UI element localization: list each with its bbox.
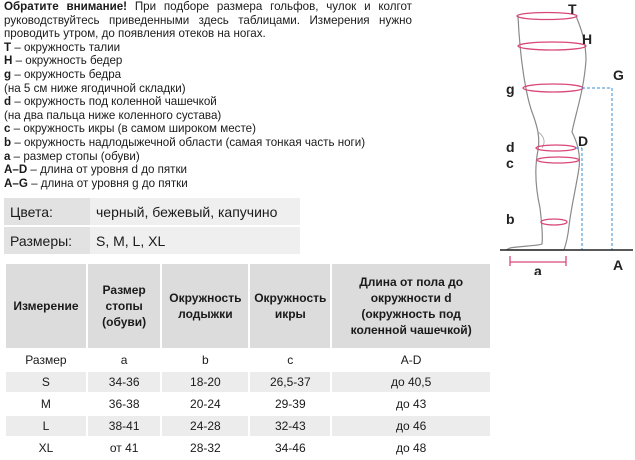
legend-key: H — [4, 54, 13, 68]
label-d: d — [506, 139, 515, 155]
measurement-notice — [4, 0, 412, 190]
table-cell: c — [249, 349, 331, 371]
table-row-l — [5, 415, 491, 437]
legend-text: окружность икры (в самом широком месте) — [23, 122, 256, 136]
legend-separator: – — [11, 40, 24, 54]
measurement-legend — [4, 41, 412, 191]
legend-separator: – — [11, 135, 24, 149]
notice-title: Обратите внимание! — [4, 0, 128, 13]
legend-item — [4, 54, 412, 68]
guide-lines — [576, 88, 612, 250]
label-d-upper: D — [578, 133, 589, 149]
header-measurement: Измерение — [5, 263, 87, 349]
label-b: b — [506, 211, 515, 227]
legend-separator: – — [10, 149, 24, 163]
table-cell: XL — [5, 437, 87, 459]
table-cell: L — [5, 415, 87, 437]
legend-text: окружность талии — [23, 40, 121, 54]
sizes-row — [4, 226, 300, 255]
colors-value: черный, бежевый, капучино — [90, 198, 300, 226]
legend-key: T — [4, 40, 12, 54]
table-cell: 24-28 — [161, 415, 249, 437]
legend-separator: – — [27, 163, 41, 177]
table-cell: a — [87, 349, 162, 371]
table-cell: до 46 — [331, 415, 491, 437]
legend-key: A–D — [4, 163, 28, 177]
legend-item — [4, 41, 412, 55]
legend-key: d — [4, 95, 12, 109]
table-row-s — [5, 371, 491, 393]
legend-key: g — [4, 67, 12, 81]
table-cell: 26,5-37 — [249, 371, 331, 393]
table-cell: 28-32 — [161, 437, 249, 459]
label-h: H — [582, 31, 593, 47]
label-a-upper: A — [613, 257, 624, 273]
colors-row — [4, 198, 300, 226]
size-chart-subheader — [5, 349, 491, 371]
legend-separator: – — [12, 54, 26, 68]
sizes-label: Размеры: — [4, 226, 90, 255]
header-ankle: Окружность лодыжки — [161, 263, 249, 349]
size-chart-header — [5, 263, 491, 349]
table-cell: 34-36 — [87, 371, 162, 393]
leg-diagram-svg — [498, 0, 635, 275]
legend-text: длина от уровня g до пятки — [40, 176, 188, 190]
legend-separator: – — [27, 176, 41, 190]
ring-c — [537, 157, 579, 163]
legend-text: (на два пальца ниже коленного сустава) — [4, 108, 222, 122]
legend-item — [4, 109, 412, 123]
legend-item — [4, 136, 412, 150]
table-cell: 34-46 — [249, 437, 331, 459]
leg-measurement-diagram — [498, 0, 635, 275]
table-row-m — [5, 393, 491, 415]
legend-separator: – — [11, 67, 24, 81]
legend-item — [4, 95, 412, 109]
legend-item — [4, 177, 412, 191]
ring-b — [541, 219, 567, 225]
table-cell: до 48 — [331, 437, 491, 459]
leg-outline — [506, 16, 589, 250]
legend-item — [4, 82, 412, 96]
legend-text: (на 5 см ниже ягодичной складки) — [4, 81, 186, 95]
legend-separator: – — [10, 122, 24, 136]
label-a: a — [534, 263, 542, 275]
table-cell: до 43 — [331, 393, 491, 415]
table-cell: Размер — [5, 349, 87, 371]
product-info-table — [4, 198, 300, 256]
legend-key: c — [4, 122, 11, 136]
table-cell: 18-20 — [161, 371, 249, 393]
legend-key: A–G — [4, 176, 28, 190]
legend-text: окружность надлодыжечной области (самая тонкая часть ноги) — [23, 135, 366, 149]
legend-text: размер стопы (обуви) — [23, 149, 140, 163]
ring-h — [518, 42, 586, 50]
table-cell: 29-39 — [249, 393, 331, 415]
table-cell: 32-43 — [249, 415, 331, 437]
legend-text: окружность бедер — [25, 54, 123, 68]
legend-item — [4, 122, 412, 136]
label-g-upper: G — [613, 67, 624, 83]
legend-item — [4, 68, 412, 82]
table-cell: S — [5, 371, 87, 393]
header-length: Длина от пола до окружности d (окружность под коленной чашечкой) — [331, 263, 491, 349]
notice-intro — [4, 0, 412, 41]
header-foot-size: Размер стопы (обуви) — [87, 263, 162, 349]
table-cell: M — [5, 393, 87, 415]
legend-key: b — [4, 135, 12, 149]
legend-key: a — [4, 149, 11, 163]
sizes-value: S, M, L, XL — [90, 226, 300, 255]
table-cell: b — [161, 349, 249, 371]
table-cell: от 41 — [87, 437, 162, 459]
table-cell: 36-38 — [87, 393, 162, 415]
notice-text: При подборе размера гольфов, чулок и колгот руководствуйтесь приведенными здесь таблицами. Измерения нужно проводить утром, до появления отеков на ногах. — [4, 0, 412, 41]
table-row-xl — [5, 437, 491, 459]
label-c: c — [506, 155, 514, 171]
size-chart-table — [4, 262, 492, 460]
legend-item — [4, 150, 412, 164]
legend-separator: – — [11, 95, 24, 109]
header-calf: Окружность икры — [249, 263, 331, 349]
table-cell: 38-41 — [87, 415, 162, 437]
legend-text: окружность под коленной чашечкой — [23, 95, 217, 109]
label-g: g — [506, 81, 515, 97]
label-t: T — [568, 1, 577, 17]
legend-text: длина от уровня d до пятки — [40, 163, 188, 177]
table-cell: 20-24 — [161, 393, 249, 415]
colors-label: Цвета: — [4, 198, 90, 226]
legend-text: окружность бедра — [23, 67, 122, 81]
ring-g — [523, 84, 583, 92]
table-cell: до 40,5 — [331, 371, 491, 393]
table-cell: A-D — [331, 349, 491, 371]
legend-item — [4, 163, 412, 177]
